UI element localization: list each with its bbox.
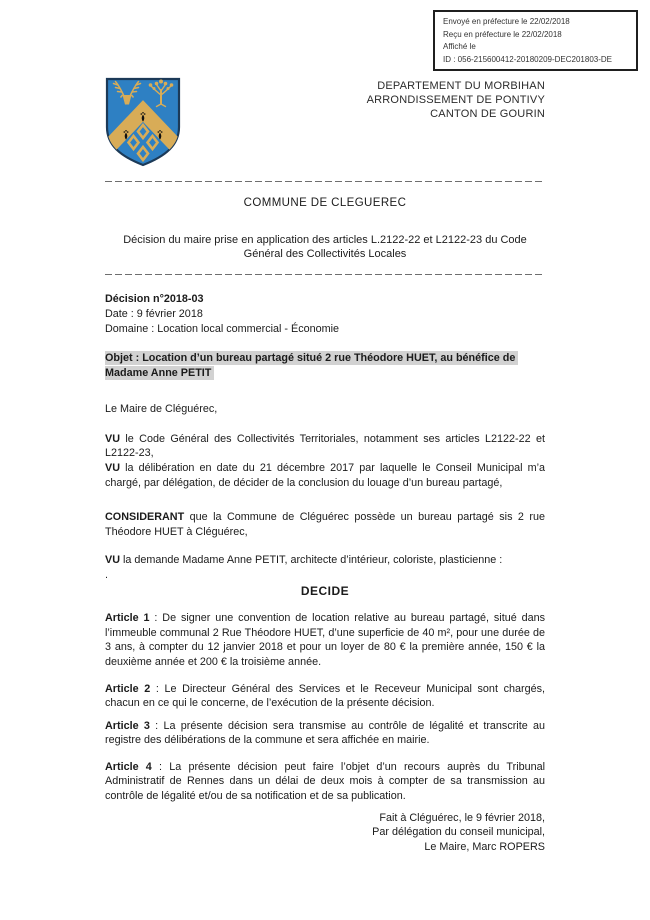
objet-line-2: Madame Anne PETIT [105, 366, 545, 381]
article-3-paragraph: Article 3 : La présente décision sera transmise au contrôle de légalité et transcrite au registre des délibérations de la commune et sera affichée en mairie. [105, 719, 546, 747]
decision-objet [105, 351, 545, 381]
decision-number: Décision n°2018-03 [105, 293, 204, 306]
subtitle-line-2: Général des Collectivités Locales [243, 248, 407, 261]
arrondissement-line: ARRONDISSEMENT DE PONTIVY [366, 94, 545, 106]
subtitle-line-1: Décision du maire prise en application des articles L.2122-22 et L2122-23 du Code [123, 233, 527, 246]
canton-line: CANTON DE GOURIN [430, 108, 545, 120]
stamp-id-line: ID : 056-215600412-20180209-DEC201803-DE [443, 54, 613, 64]
decision-date: Date : 9 février 2018 [105, 308, 203, 321]
vu-deliberation-paragraph: VU la délibération en date du 21 décembre 2017 par laquelle le Conseil Municipal m’a chargé, par délégation, de décider de la conclusion du louage d’un bureau partagé, [105, 461, 545, 489]
article-1-paragraph: Article 1 : De signer une convention de location relative au bureau partagé, situé dans l’immeuble communal 2 Rue Théodore HUET, d’une superficie de 40 m², pour une durée de 3 ans, à compter du 12 janvier 2018 et pour un loyer de 80 € la première année, 150 € la deuxième année et 200 € la troisième année. [105, 612, 546, 668]
closing-delegation: Par délégation du conseil municipal, [372, 826, 545, 839]
document-subtitle [105, 233, 545, 263]
administrative-header [367, 79, 545, 121]
decision-meta [105, 292, 545, 337]
prefecture-stamp-box [433, 10, 638, 71]
stamp-sent-line: Envoyé en préfecture le 22/02/2018 [443, 17, 570, 26]
signature-block [105, 811, 545, 855]
department-line: DEPARTEMENT DU MORBIHAN [377, 80, 545, 92]
article-4-paragraph: Article 4 : La présente décision peut faire l’objet d’un recours auprès du Tribunal Administratif de Rennes dans un délai de deux mois à compter de sa transmission au contrôle de légalité et/ou de sa notification et de sa publication. [105, 760, 546, 803]
stamp-posted-line: Affiché le [443, 42, 476, 52]
closing-place-date: Fait à Cléguérec, le 9 février 2018, [379, 811, 545, 824]
salutation: Le Maire de Cléguérec, [105, 403, 218, 416]
divider-top [105, 181, 545, 183]
divider-bottom [105, 274, 545, 276]
vu-demande-paragraph: VU la demande Madame Anne PETIT, architecte d’intérieur, coloriste, plasticienne : [105, 554, 503, 567]
article-2-paragraph: Article 2 : Le Directeur Général des Services et le Receveur Municipal sont chargés, chacun en ce qui le concerne, de l’exécution de la présente décision. [105, 682, 545, 710]
considerant-paragraph: CONSIDERANT que la Commune de Cléguérec possède un bureau partagé sis 2 rue Théodore HUET à Cléguérec, [105, 511, 545, 538]
blason-cleguerec-svg [100, 72, 186, 172]
document-body [105, 174, 545, 854]
stamp-received-line: Reçu en préfecture le 22/02/2018 [443, 29, 562, 39]
decision-domain: Domaine : Location local commercial - Économie [105, 323, 340, 336]
closing-signatory: Le Maire, Marc ROPERS [424, 840, 545, 853]
vu-code-paragraph: VU le Code Général des Collectivités Territoriales, notamment ses articles L2122-22 et L2122-23, [105, 432, 545, 460]
objet-line-1: Objet : Location d’un bureau partagé situé 2 rue Théodore HUET, au bénéfice de [105, 351, 545, 366]
decide-heading: DECIDE [300, 583, 350, 598]
coat-of-arms-icon [100, 72, 186, 172]
commune-title: COMMUNE DE CLEGUEREC [243, 197, 407, 209]
stray-dot: . [105, 568, 108, 581]
